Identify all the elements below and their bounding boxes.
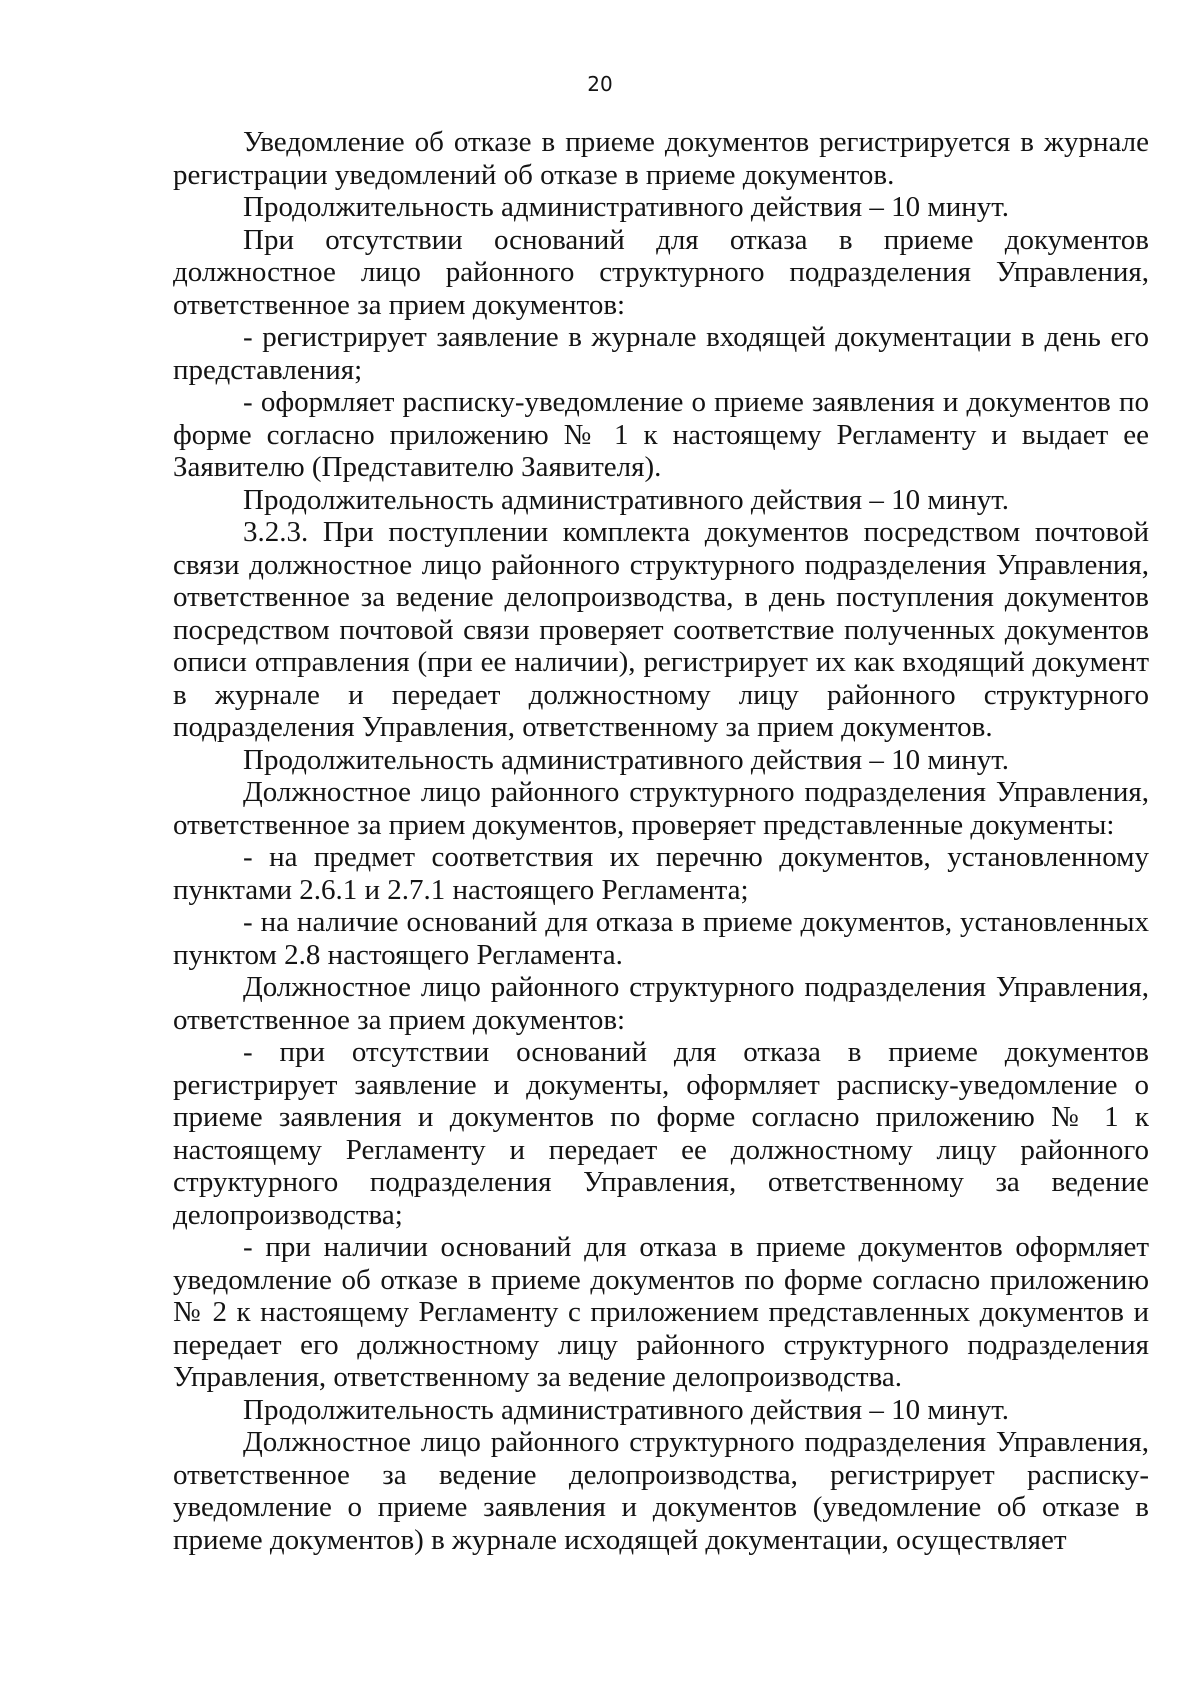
paragraph: - при отсутствии оснований для отказа в приеме документов регистрирует заявление и документы, оформляет расписку-уведомление о приеме заявления и документов по форме согласно приложению № 1 к настоящему Регламенту и передает ее должностному лицу районного структурного подразделения Управления, ответственному за ведение делопроизводства;: [173, 1036, 1149, 1231]
paragraph: - регистрирует заявление в журнале входящей документации в день его представления;: [173, 321, 1149, 386]
paragraph: Продолжительность административного действия – 10 минут.: [243, 1393, 1010, 1426]
paragraph: Должностное лицо районного структурного подразделения Управления, ответственное за ведение делопроизводства, регистрирует расписку-уведомление о приеме заявления и документов (уведомление об отказе в приеме документов) в журнале исходящей документации, осуществляет: [173, 1426, 1149, 1556]
paragraph: - на наличие оснований для отказа в приеме документов, установленных пунктом 2.8 настоящего Регламента.: [173, 906, 1149, 971]
paragraph: Должностное лицо районного структурного подразделения Управления, ответственное за прием документов:: [173, 971, 1149, 1036]
paragraph: - оформляет расписку-уведомление о приеме заявления и документов по форме согласно приложению № 1 к настоящему Регламенту и выдает ее Заявителю (Представителю Заявителя).: [173, 386, 1149, 483]
paragraph: Продолжительность административного действия – 10 минут.: [243, 743, 1010, 776]
paragraph: Должностное лицо районного структурного подразделения Управления, ответственное за прием документов, проверяет представленные документы:: [173, 776, 1149, 841]
document-body: [173, 126, 1149, 1556]
paragraph: - при наличии оснований для отказа в приеме документов оформляет уведомление об отказе в приеме документов по форме согласно приложению № 2 к настоящему Регламенту с приложением представленных документов и передает его должностному лицу районного структурного подразделения Управления, ответственному за ведение делопроизводства.: [173, 1231, 1149, 1393]
paragraph: Продолжительность административного действия – 10 минут.: [243, 483, 1010, 516]
page-number: 20: [587, 72, 613, 96]
paragraph: Уведомление об отказе в приеме документов регистрируется в журнале регистрации уведомлений об отказе в приеме документов.: [173, 126, 1149, 191]
paragraph: Продолжительность административного действия – 10 минут.: [243, 191, 1010, 223]
paragraph: При отсутствии оснований для отказа в приеме документов должностное лицо районного структурного подразделения Управления, ответственное за прием документов:: [173, 223, 1149, 321]
paragraph: 3.2.3. При поступлении комплекта документов посредством почтовой связи должностное лицо районного структурного подразделения Управления, ответственное за ведение делопроизводства, в день поступления документов посредством почтовой связи проверяет соответствие полученных документов описи отправления (при ее наличии), регистрирует их как входящий документ в журнале и передает должностному лицу районного структурного подразделения Управления, ответственному за прием документов.: [173, 516, 1149, 743]
paragraph: - на предмет соответствия их перечню документов, установленному пунктами 2.6.1 и 2.7.1 настоящего Регламента;: [173, 841, 1149, 906]
